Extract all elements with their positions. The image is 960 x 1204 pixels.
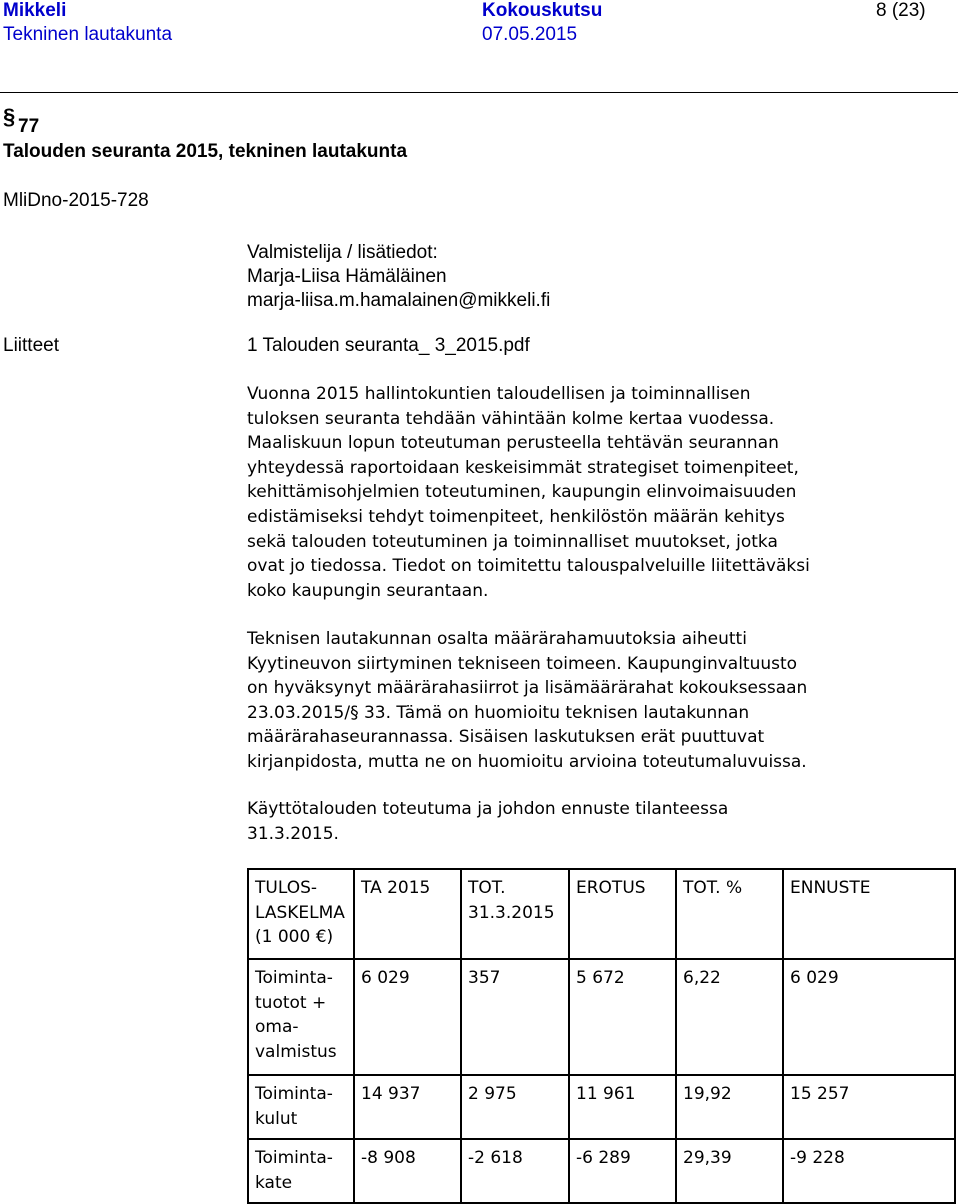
table-row [248,1139,955,1203]
header-cell [676,869,783,959]
text-line: Vuonna 2015 hallintokuntien taloudellisen ja toiminnallisen [247,384,751,404]
section-number: 77 [18,116,40,137]
text-line: Teknisen lautakunnan osalta määrärahamuutoksia aiheutti [247,629,747,649]
meeting-date: 07.05.2015 [482,24,578,45]
text-line: ovat jo tiedossa. Tiedot on toimitettu talouspalveluille liitettäväksi [247,556,810,577]
table-row [248,1075,955,1139]
row-label-cell [248,959,354,1075]
header-text: LASKELMA [255,902,345,923]
section-title: Talouden seuranta 2015, tekninen lautakunta [3,141,408,162]
text-line: Käyttötalouden toteutuma ja johdon ennuste tilanteessa [247,799,729,819]
header-cell [248,869,354,959]
value-cell: 15 257 [783,1075,955,1139]
income-statement-table [247,868,956,1204]
value-cell: 11 961 [569,1075,676,1139]
preparer-email: marja-liisa.m.hamalainen@mikkeli.fi [247,290,551,311]
header-cell [569,869,676,959]
row-label-text: kulut [255,1108,298,1129]
header-cell [783,869,955,959]
header-text: TOT. % [683,878,743,898]
text-line: kehittämisohjelmien toteutuminen, kaupungin elinvoimaisuuden [247,482,797,503]
row-label-text: oma- [255,1017,299,1038]
text-line: koko kaupungin seurantaan. [247,580,489,601]
value-cell: -9 228 [783,1139,955,1203]
header-text: TA 2015 [361,878,431,898]
attachments-label: Liitteet [3,335,59,356]
section-symbol: § [3,104,16,129]
text-line: on hyväksynyt määrärahasiirrot ja lisämäärärahat kokouksessaan [247,678,808,699]
row-label-text: tuotot + [255,992,327,1013]
value-cell: 6,22 [676,959,783,1075]
preparer-info [247,241,550,313]
header-text: 31.3.2015 [468,902,555,923]
text-line: tuloksen seuranta tehdään vähintään kolme kertaa vuodessa. [247,408,775,429]
row-label-cell [248,1075,354,1139]
table-row [248,959,955,1075]
value-cell: -6 289 [569,1139,676,1203]
table-header-row [248,869,955,959]
value-cell: 357 [461,959,569,1075]
header-text: EROTUS [576,878,646,898]
attachment-link[interactable]: 1 Talouden seuranta_ 3_2015.pdf [247,335,530,356]
header-cell [354,869,461,959]
text-line: yhteydessä raportoidaan keskeisimmät strategiset toimenpiteet, [247,457,799,478]
value-cell: 5 672 [569,959,676,1075]
row-label-cell [248,1139,354,1203]
row-label-text: valmistus [255,1041,337,1062]
text-line: kirjanpidosta, mutta ne on huomioitu arvioina toteutumaluvuissa. [247,751,807,772]
paragraph-3 [247,797,887,846]
header-cell [461,869,569,959]
value-cell: 6 029 [783,959,955,1075]
board-name: Tekninen lautakunta [3,24,173,45]
value-cell: 19,92 [676,1075,783,1139]
text-line: sekä talouden toteutuminen ja toiminnalliset muutokset, jotka [247,531,778,552]
text-line: määrärahaseurannassa. Sisäisen laskutuksen erät puuttuvat [247,727,765,748]
row-label-text: Toiminta- [255,1148,333,1168]
organization-name: Mikkeli [3,0,67,21]
header-text: TULOS- [255,878,317,898]
text-line: Maaliskuun lopun toteutuman perusteella tehtävän seurannan [247,433,779,454]
header-text: ENNUSTE [790,878,871,898]
record-number: MliDno-2015-728 [3,190,149,211]
text-line: 31.3.2015. [247,823,339,844]
preparer-name: Marja-Liisa Hämäläinen [247,266,447,287]
document-type: Kokouskutsu [482,0,603,21]
preparer-label: Valmistelija / lisätiedot: [247,242,438,263]
row-label-text: kate [255,1172,293,1193]
text-line: Kyytineuvon siirtyminen tekniseen toimeen. Kaupunginvaltuusto [247,653,798,674]
value-cell: 14 937 [354,1075,461,1139]
page-number: 8 (23) [876,0,926,21]
text-line: 23.03.2015/§ 33. Tämä on huomioitu teknisen lautakunnan [247,702,750,723]
header-text: (1 000 €) [255,927,334,948]
row-label-text: Toiminta- [255,968,333,988]
text-line: edistämiseksi tehdyt toimenpiteet, henkilöstön määrän kehitys [247,506,785,527]
value-cell: 6 029 [354,959,461,1075]
header-text: TOT. [468,878,506,898]
paragraph-1 [247,382,887,603]
header-divider [0,92,958,93]
value-cell: -8 908 [354,1139,461,1203]
value-cell: 2 975 [461,1075,569,1139]
paragraph-2 [247,627,887,775]
value-cell: 29,39 [676,1139,783,1203]
value-cell: -2 618 [461,1139,569,1203]
row-label-text: Toiminta- [255,1084,333,1104]
